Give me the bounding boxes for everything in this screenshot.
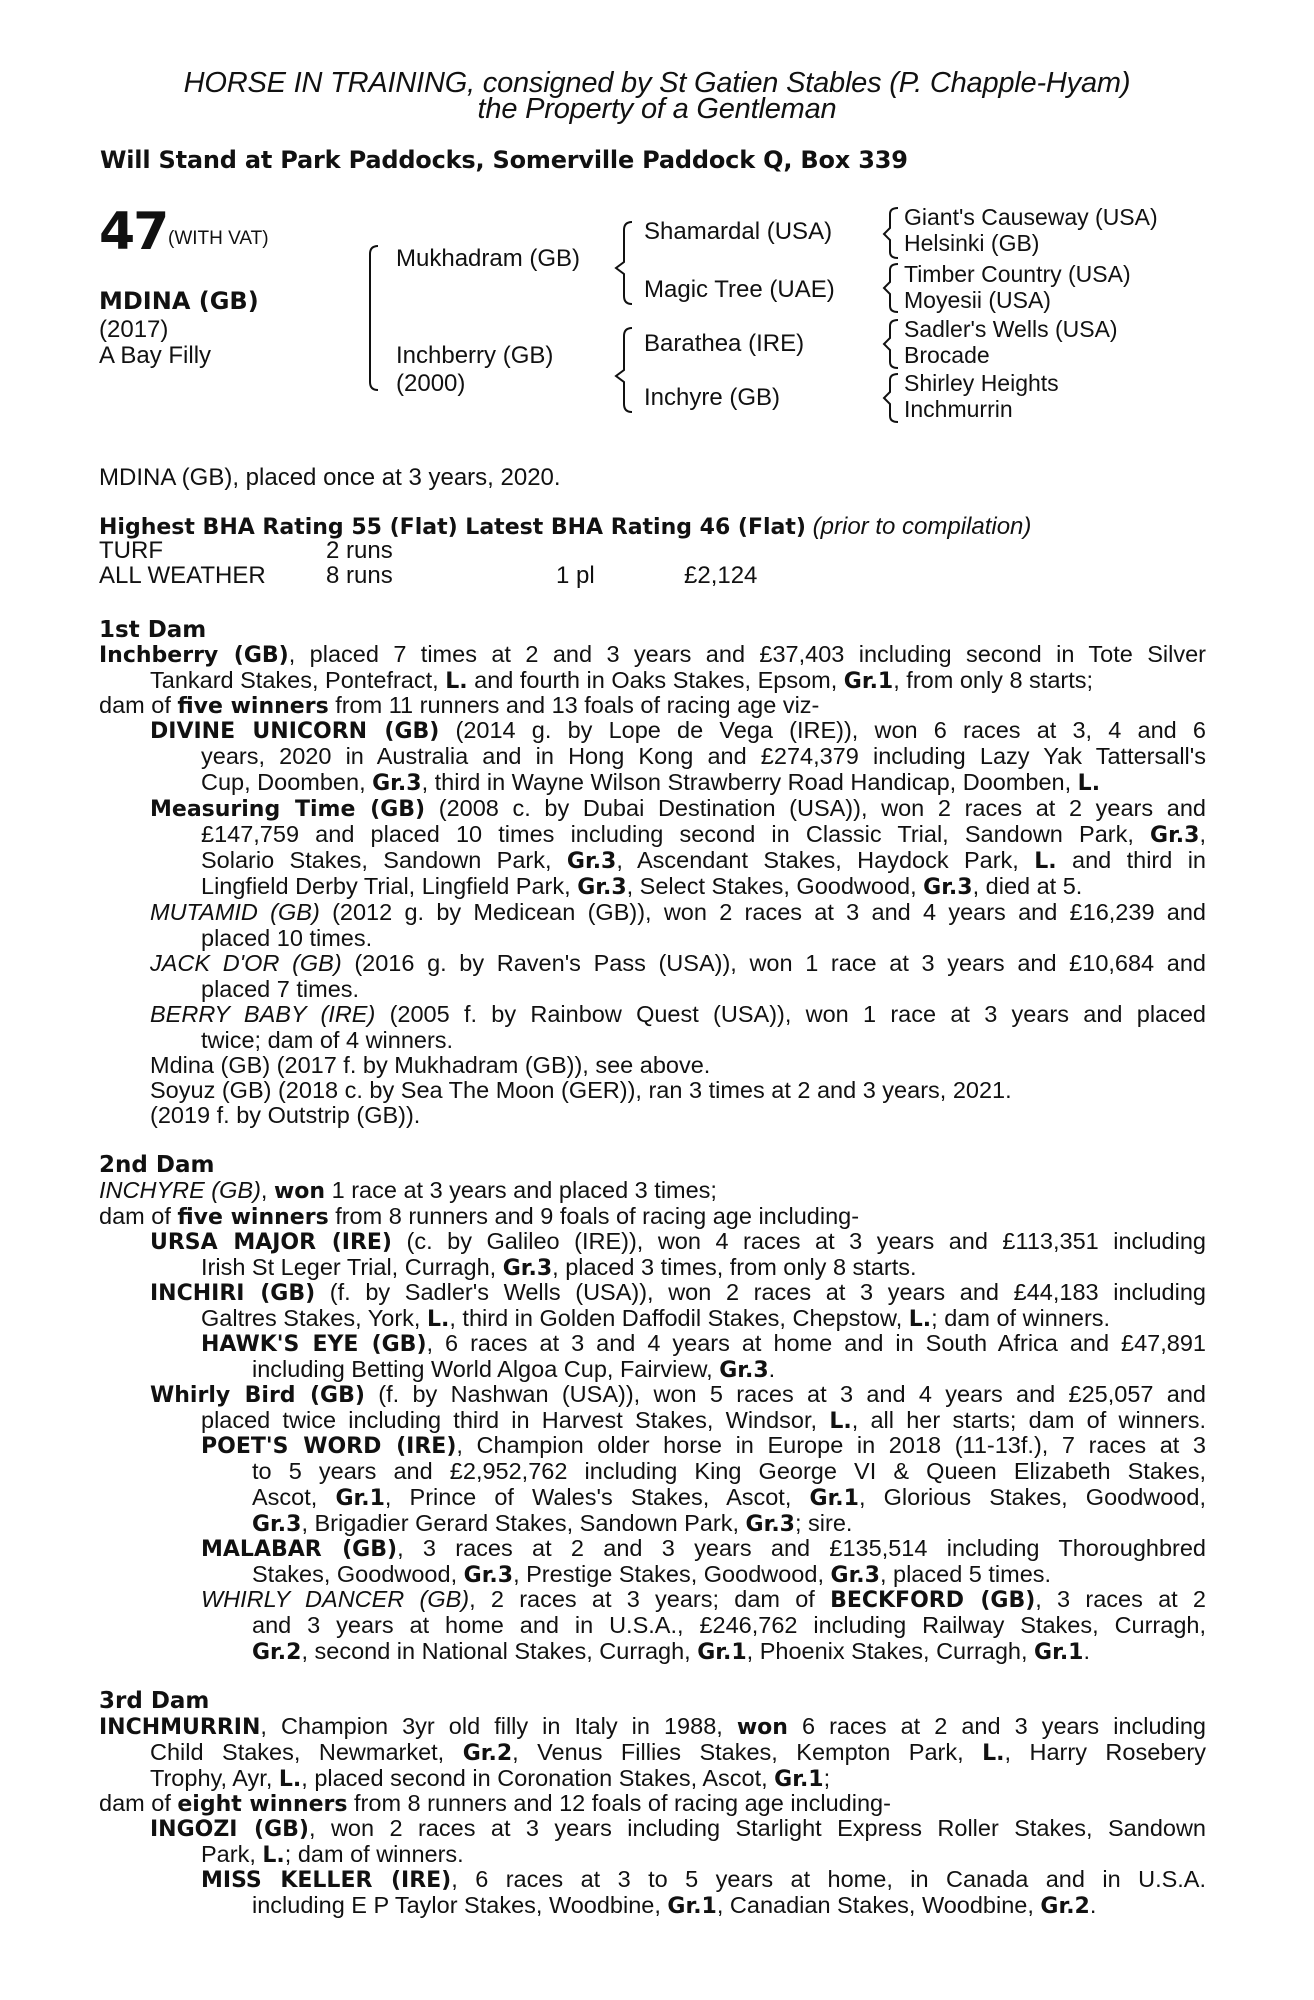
aw-label: ALL WEATHER (99, 562, 266, 589)
pedigree-dss: Sadler's Wells (USA) (904, 316, 1118, 342)
bha-rating-note: (prior to compilation) (812, 513, 1032, 540)
racing-summary: MDINA (GB), placed once at 3 years, 2020. (99, 464, 561, 491)
whirly-bird-entry: Whirly Bird (GB) (f. by Nashwan (USA)), won 5 races at 3 and 4 years and £25,057 and (150, 1381, 1206, 1408)
mutamid-cont: placed 10 times. (201, 925, 373, 951)
turf-label: TURF (99, 537, 163, 564)
whirly-dancer-cont: and 3 years at home and in U.S.A., £246,762 including Railway Stakes, Curragh, Gr.2, second in National Stakes, Curragh, Gr.1, Phoenix Stakes, Curragh, Gr.1. (252, 1612, 1206, 1665)
horse-description: A Bay Filly (99, 342, 212, 369)
pedigree-sdd: Moyesii (USA) (904, 287, 1051, 313)
second-dam-inchyre: INCHYRE (GB), won 1 race at 3 years and placed 3 times; dam of five winners from 8 runners and 9 foals of racing age including- (99, 1177, 860, 1230)
divine-unicorn-entry: DIVINE UNICORN (GB) (2014 g. by Lope de Vega (IRE)), won 6 races at 3, 4 and 6 (150, 717, 1206, 744)
outstrip-filly-entry: (2019 f. by Outstrip (GB)). (150, 1102, 421, 1128)
pedigree-ssd: Helsinki (GB) (904, 230, 1040, 256)
turf-runs: 2 runs (326, 537, 393, 564)
ingozi-cont: Park, L.; dam of winners. (201, 1841, 464, 1868)
miss-keller-entry: MISS KELLER (IRE), 6 races at 3 to 5 years at home, in Canada and in U.S.A. (201, 1866, 1206, 1893)
pedigree-ddd: Inchmurrin (904, 396, 1013, 422)
soyuz-entry: Soyuz (GB) (2018 c. by Sea The Moon (GER)), ran 3 times at 2 and 3 years, 2021. (150, 1077, 1012, 1103)
pedigree-dds: Shirley Heights (904, 370, 1059, 396)
pedigree-sds: Timber Country (USA) (904, 261, 1131, 287)
pedigree-dam-dam: Inchyre (GB) (644, 384, 781, 411)
first-dam-inchberry: Inchberry (GB), placed 7 times at 2 and 3 years and £37,403 including second in Tote Silver (99, 641, 1206, 668)
jack-dor-entry: JACK D'OR (GB) (2016 g. by Raven's Pass (USA)), won 1 race at 3 years and £10,684 and (150, 950, 1206, 976)
bha-rating-text: Highest BHA Rating 55 (Flat) Latest BHA Rating 46 (Flat) (99, 515, 806, 540)
berry-baby-cont: twice; dam of 4 winners. (201, 1027, 454, 1053)
poets-word-entry: POET'S WORD (IRE), Champion older horse in Europe in 2018 (11-13f.), 7 races at 3 (201, 1432, 1206, 1459)
malabar-entry: MALABAR (GB), 3 races at 2 and 3 years and £135,514 including Thoroughbred (201, 1535, 1206, 1562)
measuring-time-entry: Measuring Time (GB) (2008 c. by Dubai Destination (USA)), won 2 races at 2 years and (150, 795, 1206, 822)
first-dam-heading: 1st Dam (99, 617, 207, 643)
aw-placed: 1 pl (556, 562, 595, 589)
pedigree-dsd: Brocade (904, 342, 990, 368)
mutamid-entry: MUTAMID (GB) (2012 g. by Medicean (GB)), won 2 races at 3 and 4 years and £16,239 and (150, 899, 1206, 925)
malabar-cont: Stakes, Goodwood, Gr.3, Prestige Stakes, Goodwood, Gr.3, placed 5 times. (252, 1561, 1052, 1588)
third-dam-inchmurrin: INCHMURRIN, Champion 3yr old filly in Italy in 1988, won 6 races at 2 and 3 years including (99, 1713, 1206, 1740)
ursa-major-cont: Irish St Leger Trial, Curragh, Gr.3, placed 3 times, from only 8 starts. (201, 1254, 917, 1281)
horse-name: MDINA (GB) (99, 287, 259, 315)
ursa-major-entry: URSA MAJOR (IRE) (c. by Galileo (IRE)), won 4 races at 3 years and £113,351 including (150, 1228, 1206, 1255)
lot-number: 47 (99, 202, 168, 262)
third-dam-inchmurrin-cont: Child Stakes, Newmarket, Gr.2, Venus Fillies Stakes, Kempton Park, L., Harry Rosebery Trophy, Ayr, L., placed second in Coronation Stakes, Ascot, Gr.1; (150, 1739, 1206, 1792)
inchiri-cont: Galtres Stakes, York, L., third in Golden Daffodil Stakes, Chepstow, L.; dam of winners. (201, 1305, 1111, 1332)
hawks-eye-cont: including Betting World Algoa Cup, Fairview, Gr.3. (252, 1356, 776, 1383)
third-dam-heading: 3rd Dam (99, 1688, 210, 1714)
pedigree-sire-dam: Magic Tree (UAE) (644, 276, 835, 303)
pedigree-dam: Inchberry (GB) (396, 342, 554, 369)
mdina-entry: Mdina (GB) (2017 f. by Mukhadram (GB)), see above. (150, 1052, 711, 1078)
horse-year: (2017) (99, 316, 169, 343)
measuring-time-cont: £147,759 and placed 10 times including second in Classic Trial, Sandown Park, Gr.3, Solario Stakes, Sandown Park, Gr.3, Ascendant Stakes, Haydock Park, L. and third in Lingfield Derby Trial, Lingfield Park, Gr.3, Select Stakes, Goodwood, Gr.3, died at 5. (201, 821, 1206, 900)
pedigree-sss: Giant's Causeway (USA) (904, 204, 1158, 230)
bha-rating (99, 514, 1031, 541)
pedigree-dam-sire: Barathea (IRE) (644, 330, 805, 357)
aw-prize: £2,124 (684, 562, 758, 589)
pedigree-sire: Mukhadram (GB) (396, 245, 581, 272)
hawks-eye-entry: HAWK'S EYE (GB), 6 races at 3 and 4 years at home and in South Africa and £47,891 (201, 1330, 1206, 1357)
header-location: Will Stand at Park Paddocks, Somerville Paddock Q, Box 339 (100, 146, 908, 174)
header-property: the Property of a Gentleman (477, 93, 837, 125)
first-dam-inchberry-cont: Tankard Stakes, Pontefract, L. and fourth in Oaks Stakes, Epsom, Gr.1, from only 8 starts; (150, 667, 1094, 694)
whirly-dancer-entry: WHIRLY DANCER (GB), 2 races at 3 years; dam of BECKFORD (GB), 3 races at 2 (201, 1586, 1206, 1613)
ingozi-entry: INGOZI (GB), won 2 races at 3 years including Starlight Express Roller Stakes, Sandown (150, 1815, 1207, 1842)
aw-runs: 8 runs (326, 562, 393, 589)
pedigree-sire-sire: Shamardal (USA) (644, 218, 833, 245)
first-dam-produce-intro: dam of five winners from 11 runners and 13 foals of racing age viz- (99, 692, 820, 719)
poets-word-cont: to 5 years and £2,952,762 including King George VI & Queen Elizabeth Stakes, Ascot, Gr.1, Prince of Wales's Stakes, Ascot, Gr.1, Glorious Stakes, Goodwood, Gr.3, Brigadier Gerard Stakes, Sandown Park, Gr.3; sire. (252, 1458, 1206, 1537)
miss-keller-cont: including E P Taylor Stakes, Woodbine, Gr.1, Canadian Stakes, Woodbine, Gr.2. (252, 1892, 1097, 1919)
whirly-bird-cont: placed twice including third in Harvest Stakes, Windsor, L., all her starts; dam of winners. (201, 1407, 1207, 1434)
header-consignor: HORSE IN TRAINING, consigned by St Gatien Stables (P. Chapple-Hyam) (183, 67, 1131, 99)
jack-dor-cont: placed 7 times. (201, 976, 360, 1002)
third-dam-produce-intro: dam of eight winners from 8 runners and 12 foals of racing age including- (99, 1790, 891, 1817)
divine-unicorn-cont: years, 2020 in Australia and in Hong Kong and £274,379 including Lazy Yak Tattersall's Cup, Doomben, Gr.3, third in Wayne Wilson Strawberry Road Handicap, Doomben, L. (201, 743, 1206, 796)
second-dam-heading: 2nd Dam (99, 1152, 215, 1178)
berry-baby-entry: BERRY BABY (IRE) (2005 f. by Rainbow Quest (USA)), won 1 race at 3 years and placed (150, 1001, 1207, 1027)
pedigree-dam-year: (2000) (396, 370, 466, 397)
inchiri-entry: INCHIRI (GB) (f. by Sadler's Wells (USA)), won 2 races at 3 years and £44,183 including (150, 1279, 1206, 1306)
lot-vat: (WITH VAT) (168, 228, 269, 249)
